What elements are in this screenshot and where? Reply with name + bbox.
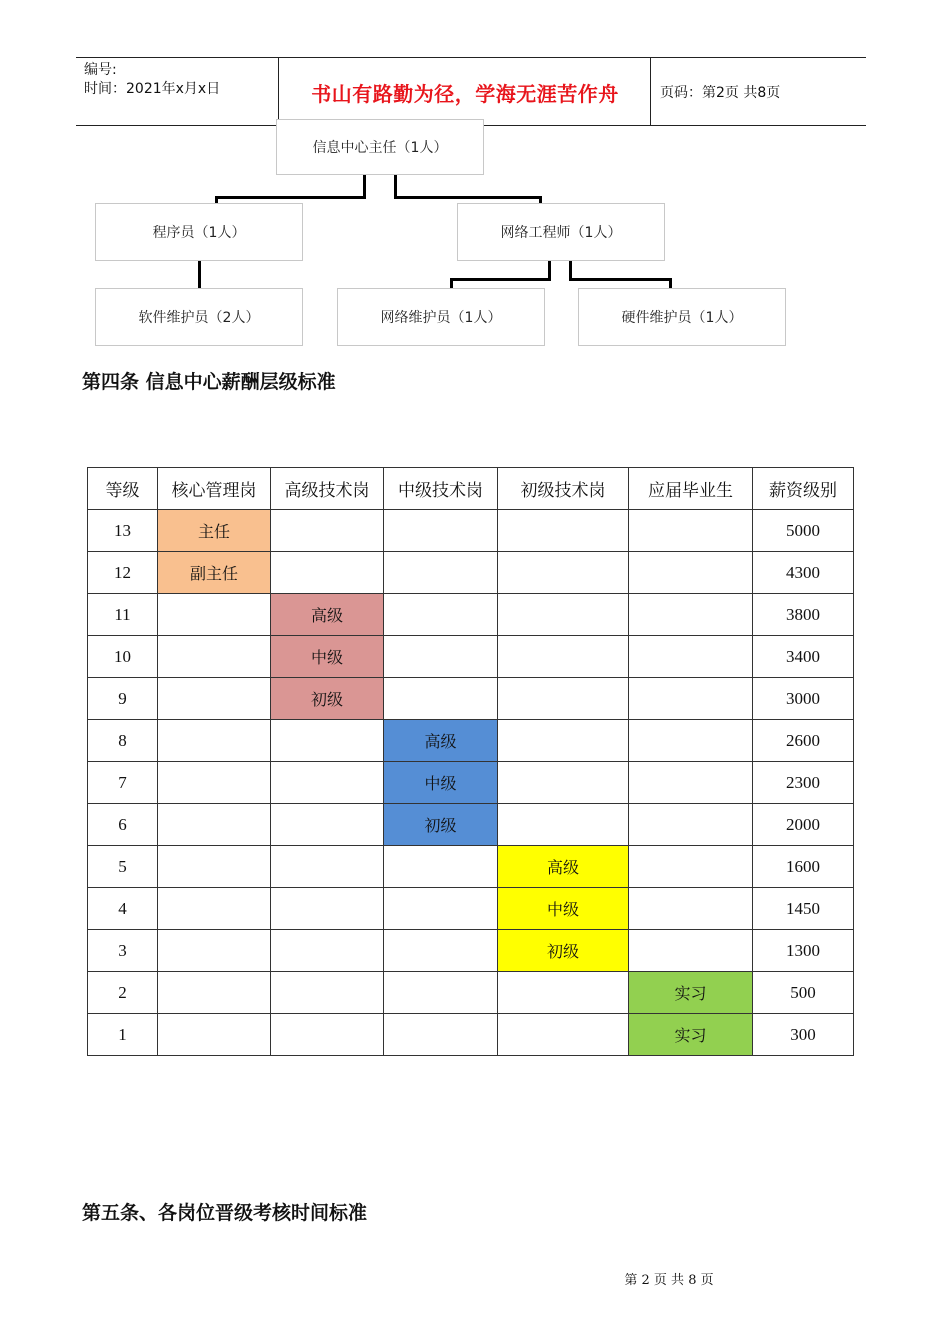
empty-cell [498, 552, 629, 594]
position-grade-cell: 高级 [271, 594, 384, 636]
salary-cell: 1600 [753, 846, 854, 888]
empty-cell [271, 930, 384, 972]
header-motto: 书山有路勤为径，学海无涯苦作舟 [311, 82, 619, 106]
salary-cell: 2300 [753, 762, 854, 804]
empty-cell [271, 888, 384, 930]
empty-cell [629, 804, 753, 846]
salary-level-table [87, 467, 854, 1056]
position-grade-cell: 初级 [271, 678, 384, 720]
position-grade-cell: 高级 [498, 846, 629, 888]
empty-cell [629, 720, 753, 762]
page-footer [0, 1269, 950, 1288]
empty-cell [384, 972, 498, 1014]
position-grade-cell: 初级 [384, 804, 498, 846]
position-grade-cell: 中级 [498, 888, 629, 930]
table-header-row [88, 468, 854, 510]
empty-cell [158, 1014, 271, 1056]
empty-cell [629, 930, 753, 972]
connector-programmer-down [198, 260, 201, 289]
empty-cell [158, 678, 271, 720]
salary-cell: 500 [753, 972, 854, 1014]
table-row [88, 930, 854, 972]
section-4-title: 第四条 信息中心薪酬层级标准 [82, 371, 336, 393]
doc-date-label: 时间：2021年x月x日 [84, 81, 221, 97]
salary-cell: 4300 [753, 552, 854, 594]
empty-cell [498, 510, 629, 552]
position-grade-cell: 高级 [384, 720, 498, 762]
header-divider-right [650, 58, 651, 126]
empty-cell [629, 510, 753, 552]
org-box-network-maintainer: 网络维护员（1人） [337, 288, 545, 346]
empty-cell [384, 1014, 498, 1056]
empty-cell [629, 678, 753, 720]
footer-page-number: 第 2 页 共 8 页 [624, 1273, 714, 1288]
level-cell: 4 [88, 888, 158, 930]
org-box-director: 信息中心主任（1人） [276, 119, 484, 175]
salary-cell: 2000 [753, 804, 854, 846]
empty-cell [498, 636, 629, 678]
empty-cell [271, 510, 384, 552]
table-row [88, 762, 854, 804]
salary-cell: 3800 [753, 594, 854, 636]
level-cell: 7 [88, 762, 158, 804]
org-box-network-engineer: 网络工程师（1人） [457, 203, 665, 261]
empty-cell [498, 762, 629, 804]
table-row [88, 636, 854, 678]
empty-cell [271, 1014, 384, 1056]
salary-cell: 3000 [753, 678, 854, 720]
empty-cell [498, 804, 629, 846]
salary-cell: 300 [753, 1014, 854, 1056]
position-grade-cell: 主任 [158, 510, 271, 552]
empty-cell [158, 972, 271, 1014]
header-cell: 核心管理岗 [158, 468, 271, 510]
header-meta [84, 61, 220, 99]
header-cell: 初级技术岗 [498, 468, 629, 510]
empty-cell [384, 930, 498, 972]
empty-cell [498, 678, 629, 720]
empty-cell [158, 846, 271, 888]
table-row [88, 846, 854, 888]
level-cell: 8 [88, 720, 158, 762]
empty-cell [384, 594, 498, 636]
position-grade-cell: 初级 [498, 930, 629, 972]
org-box-hardware-maintainer: 硬件维护员（1人） [578, 288, 786, 346]
empty-cell [384, 678, 498, 720]
position-grade-cell: 实习 [629, 1014, 753, 1056]
empty-cell [629, 636, 753, 678]
header-cell: 中级技术岗 [384, 468, 498, 510]
empty-cell [384, 552, 498, 594]
empty-cell [629, 552, 753, 594]
position-grade-cell: 中级 [384, 762, 498, 804]
table-row [88, 552, 854, 594]
header-cell: 等级 [88, 468, 158, 510]
empty-cell [158, 720, 271, 762]
salary-cell: 2600 [753, 720, 854, 762]
empty-cell [629, 594, 753, 636]
level-cell: 6 [88, 804, 158, 846]
empty-cell [158, 930, 271, 972]
empty-cell [384, 846, 498, 888]
header-divider-left [278, 58, 279, 126]
table-body [88, 510, 854, 1056]
section-5-title: 第五条、各岗位晋级考核时间标准 [82, 1202, 368, 1224]
header-cell: 高级技术岗 [271, 468, 384, 510]
table-row [88, 972, 854, 1014]
empty-cell [271, 762, 384, 804]
table-row [88, 1014, 854, 1056]
salary-cell: 3400 [753, 636, 854, 678]
empty-cell [384, 888, 498, 930]
position-grade-cell: 实习 [629, 972, 753, 1014]
connector-engineer-right-horizontal [569, 278, 672, 281]
salary-cell: 1300 [753, 930, 854, 972]
empty-cell [271, 972, 384, 1014]
empty-cell [498, 972, 629, 1014]
empty-cell [629, 888, 753, 930]
table-row [88, 594, 854, 636]
table-row [88, 510, 854, 552]
connector-director-left-horizontal [215, 196, 366, 199]
empty-cell [629, 846, 753, 888]
org-box-programmer: 程序员（1人） [95, 203, 303, 261]
empty-cell [498, 720, 629, 762]
empty-cell [158, 888, 271, 930]
empty-cell [498, 594, 629, 636]
level-cell: 5 [88, 846, 158, 888]
org-box-software-maintainer: 软件维护员（2人） [95, 288, 303, 346]
empty-cell [629, 762, 753, 804]
level-cell: 1 [88, 1014, 158, 1056]
header-cell: 薪资级别 [753, 468, 854, 510]
empty-cell [158, 804, 271, 846]
connector-engineer-left-horizontal [450, 278, 551, 281]
table-row [88, 888, 854, 930]
header-top-rule [76, 57, 866, 58]
empty-cell [158, 594, 271, 636]
empty-cell [498, 1014, 629, 1056]
table-row [88, 804, 854, 846]
empty-cell [271, 720, 384, 762]
empty-cell [384, 510, 498, 552]
empty-cell [158, 762, 271, 804]
empty-cell [271, 846, 384, 888]
salary-cell: 1450 [753, 888, 854, 930]
level-cell: 9 [88, 678, 158, 720]
empty-cell [271, 804, 384, 846]
empty-cell [271, 552, 384, 594]
empty-cell [384, 636, 498, 678]
level-cell: 2 [88, 972, 158, 1014]
salary-cell: 5000 [753, 510, 854, 552]
position-grade-cell: 副主任 [158, 552, 271, 594]
level-cell: 3 [88, 930, 158, 972]
doc-number-label: 编号: [84, 62, 117, 78]
position-grade-cell: 中级 [271, 636, 384, 678]
connector-director-right-horizontal [394, 196, 542, 199]
table-row [88, 678, 854, 720]
level-cell: 10 [88, 636, 158, 678]
empty-cell [158, 636, 271, 678]
level-cell: 12 [88, 552, 158, 594]
header-page-info: 页码：第2页 共8页 [660, 85, 781, 101]
table-row [88, 720, 854, 762]
level-cell: 13 [88, 510, 158, 552]
level-cell: 11 [88, 594, 158, 636]
header-cell: 应届毕业生 [629, 468, 753, 510]
